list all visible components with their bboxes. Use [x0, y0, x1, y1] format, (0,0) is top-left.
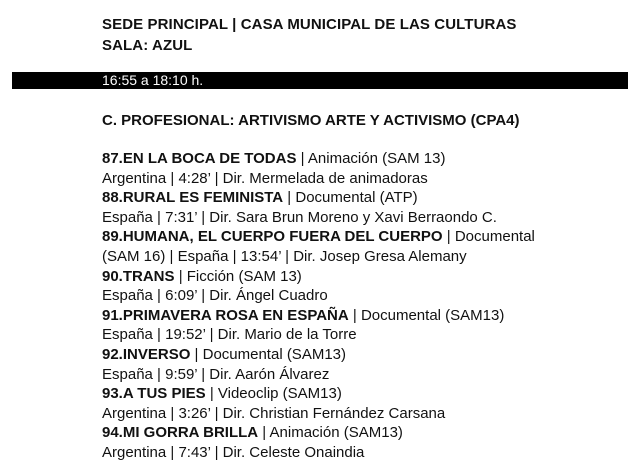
section-title: C. PROFESIONAL: ARTIVISMO ARTE Y ACTIVISMO (CPA4)	[102, 112, 520, 129]
film-genre: | Videoclip (SAM13)	[205, 385, 342, 403]
film-genre: | Documental (SAM13)	[190, 345, 346, 363]
film-title: 89.HUMANA, EL CUERPO FUERA DEL CUERPO	[102, 228, 443, 246]
film-list	[102, 149, 632, 463]
film-title: 92.INVERSO	[102, 345, 191, 363]
film-title-line	[102, 267, 632, 287]
film-genre: | Animación (SAM13)	[258, 424, 403, 442]
film-details: España | 7:31’ | Dir. Sara Brun Moreno y Xavi Berraondo C.	[102, 208, 497, 226]
film-item	[102, 188, 632, 227]
film-item	[102, 345, 632, 384]
film-title-line	[102, 306, 632, 326]
film-title: 90.TRANS	[102, 267, 175, 285]
film-details: Argentina | 3:26’ | Dir. Christian Fernández Carsana	[102, 404, 446, 422]
film-title-line	[102, 345, 632, 365]
film-title: 93.A TUS PIES	[102, 385, 206, 403]
film-genre: | Documental	[442, 228, 535, 246]
film-item	[102, 306, 632, 345]
film-genre: | Documental (ATP)	[283, 189, 418, 207]
film-title-line	[102, 423, 632, 443]
film-details: España | 19:52’ | Dir. Mario de la Torre	[102, 326, 357, 344]
film-item	[102, 384, 632, 423]
film-title-line	[102, 188, 632, 208]
time-range: 16:55 a 18:10 h.	[102, 72, 204, 88]
film-item	[102, 227, 632, 266]
film-title: 94.MI GORRA BRILLA	[102, 424, 259, 442]
venue-header	[102, 14, 516, 56]
venue-line: SEDE PRINCIPAL | CASA MUNICIPAL DE LAS CULTURAS	[102, 16, 517, 33]
film-details: España | 6:09’ | Dir. Ángel Cuadro	[102, 287, 328, 305]
time-bar	[12, 72, 628, 89]
film-details: España | 9:59’ | Dir. Aarón Álvarez	[102, 365, 330, 383]
room-line: SALA: AZUL	[102, 37, 193, 54]
film-item	[102, 149, 632, 188]
film-title: 87.EN LA BOCA DE TODAS	[102, 150, 297, 167]
film-details: Argentina | 7:43’ | Dir. Celeste Onaindia	[102, 443, 365, 461]
film-title: 91.PRIMAVERA ROSA EN ESPAÑA	[102, 306, 349, 324]
film-genre: | Ficción (SAM 13)	[174, 267, 302, 285]
film-item	[102, 267, 632, 306]
film-genre: | Documental (SAM13)	[348, 306, 505, 324]
film-title-line	[102, 227, 632, 247]
film-genre: | Animación (SAM 13)	[296, 150, 446, 167]
film-title-line	[102, 149, 632, 169]
film-item	[102, 423, 632, 462]
film-title: 88.RURAL ES FEMINISTA	[102, 189, 284, 207]
film-title-line	[102, 384, 632, 404]
film-details: (SAM 16) | España | 13:54’ | Dir. Josep Gresa Alemany	[102, 247, 467, 265]
film-details: Argentina | 4:28’ | Dir. Mermelada de animadoras	[102, 169, 428, 187]
